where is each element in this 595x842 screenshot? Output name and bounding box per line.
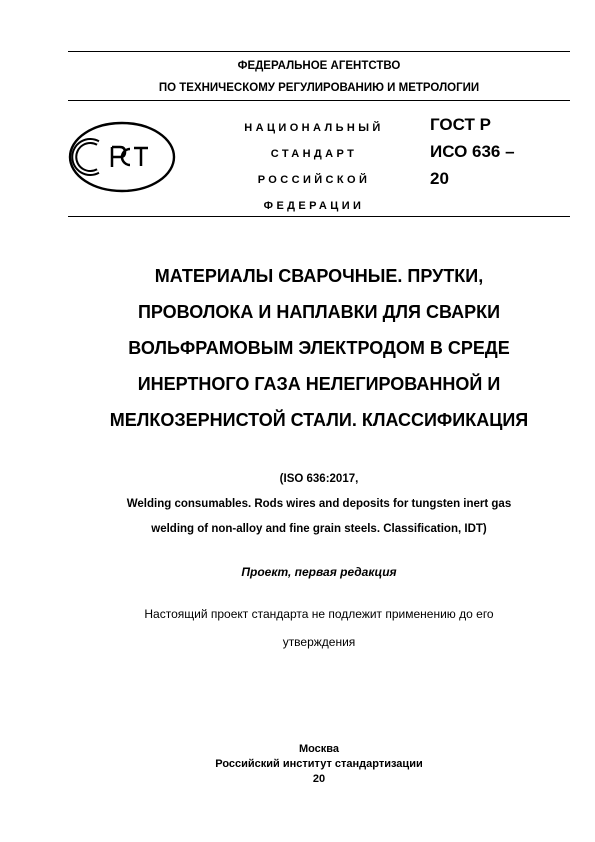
- reference-line: (ISO 636:2017,: [279, 473, 359, 485]
- standard-header-band: [68, 100, 570, 217]
- title-line: ВОЛЬФРАМОВЫМ ЭЛЕКТРОДОМ В СРЕДЕ: [128, 338, 510, 358]
- designation-line: ГОСТ Р: [430, 115, 491, 134]
- iso-reference: [60, 467, 578, 542]
- standard-type-line: СТАНДАРТ: [270, 148, 358, 160]
- rst-certification-mark-icon: [68, 121, 176, 193]
- standard-designation: [430, 111, 515, 192]
- title-line: ИНЕРТНОГО ГАЗА НЕЛЕГИРОВАННОЙ И: [137, 374, 501, 394]
- title-line: МАТЕРИАЛЫ СВАРОЧНЫЕ. ПРУТКИ,: [154, 266, 484, 286]
- draft-label: Проект, первая редакция: [241, 565, 397, 579]
- footer-city: Москва: [298, 743, 340, 755]
- reference-line: welding of non-alloy and fine grain steels. Classification, IDT): [151, 523, 487, 535]
- footer-year: 20: [312, 773, 326, 785]
- standard-type-line: ФЕДЕРАЦИИ: [263, 200, 365, 212]
- reference-line: Welding consumables. Rods wires and deposits for tungsten inert gas: [126, 498, 512, 510]
- draft-notice: [68, 600, 570, 656]
- notice-line: Настоящий проект стандарта не подлежит применению до его: [144, 607, 494, 621]
- national-standard-label: [236, 115, 392, 219]
- agency-line-2: ПО ТЕХНИЧЕСКОМУ РЕГУЛИРОВАНИЮ И МЕТРОЛОГИИ: [158, 82, 480, 94]
- agency-line-1: ФЕДЕРАЛЬНОЕ АГЕНТСТВО: [237, 60, 401, 72]
- title-line: ПРОВОЛОКА И НАПЛАВКИ ДЛЯ СВАРКИ: [137, 302, 501, 322]
- designation-line: ИСО 636 –: [430, 142, 515, 161]
- designation-line: 20: [430, 169, 449, 188]
- agency-header: [68, 51, 570, 99]
- footer-publisher: Российский институт стандартизации: [215, 758, 423, 770]
- notice-line: утверждения: [282, 635, 356, 649]
- standard-type-line: РОССИЙСКОЙ: [257, 174, 371, 186]
- title-line: МЕЛКОЗЕРНИСТОЙ СТАЛИ. КЛАССИФИКАЦИЯ: [109, 410, 529, 430]
- standard-type-line: НАЦИОНАЛЬНЫЙ: [244, 122, 384, 134]
- document-title: [68, 258, 570, 438]
- publication-footer: [68, 742, 570, 787]
